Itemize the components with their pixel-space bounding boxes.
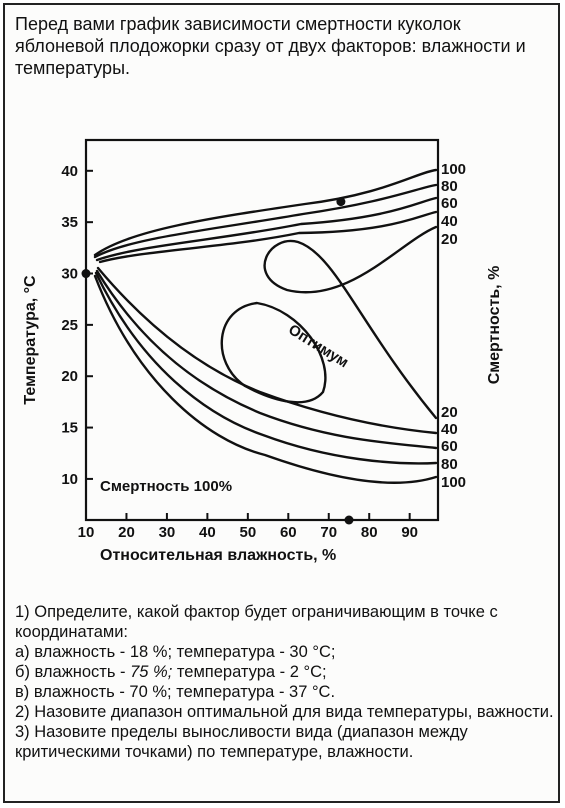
questions	[15, 602, 555, 762]
data-point	[82, 269, 91, 278]
level-label: 80	[441, 178, 458, 195]
x-tick-label: 90	[401, 524, 419, 541]
contour-80	[95, 185, 436, 257]
level-labels-upper	[441, 161, 466, 248]
data-point	[336, 197, 345, 206]
y-tick-label: 30	[61, 265, 78, 283]
question-1b-value: 75 %;	[130, 663, 173, 681]
question-1b	[15, 662, 555, 682]
level-label: 40	[441, 213, 458, 230]
mortality-label: Смертность 100%	[100, 478, 233, 495]
question-1c: в) влажность - 70 %; температура - 37 °С.	[15, 683, 336, 701]
x-tick-label: 20	[118, 524, 135, 541]
question-1b-prefix: б) влажность -	[15, 663, 131, 681]
level-label: 40	[441, 421, 458, 438]
y-axis-title: Температура, °С	[22, 275, 39, 405]
data-point	[344, 516, 353, 525]
y-tick-label: 15	[61, 419, 78, 437]
x-tick-label: 70	[320, 524, 338, 541]
question-2: 2) Назовите диапазон оптимальной для вида температуры, важности.	[15, 703, 554, 721]
y-tick-label: 35	[61, 214, 78, 232]
level-label: 80	[441, 456, 458, 473]
contour-chart	[5, 130, 562, 590]
y-tick-label: 10	[61, 470, 78, 488]
question-3: 3) Назовите пределы выносливости вида (диапазон между критическими точками) по температуре, влажности.	[15, 723, 468, 761]
x-tick-label: 40	[199, 524, 216, 541]
x-tick-label: 60	[279, 524, 297, 541]
level-label: 100	[441, 474, 467, 491]
level-label: 20	[441, 404, 458, 421]
worksheet-frame	[3, 3, 560, 803]
level-label: 60	[441, 438, 458, 455]
level-label: 100	[441, 161, 467, 178]
question-1b-rest: температура - 2 °С;	[172, 663, 327, 681]
x-axis	[78, 513, 418, 541]
optimum-label: Оптимум	[285, 321, 352, 372]
question-1: 1) Определите, какой фактор будет ограничивающим в точке с координатами:	[15, 603, 498, 641]
contour-100-lower	[95, 276, 436, 483]
y-tick-label: 40	[61, 162, 78, 180]
y2-axis-title: Смертность, %	[486, 265, 503, 385]
x-tick-label: 30	[158, 524, 176, 541]
x-tick-label: 50	[239, 524, 257, 541]
contour-60	[97, 198, 436, 260]
contour-20-optimum	[222, 303, 326, 402]
level-label: 20	[441, 231, 458, 248]
y-axis	[61, 163, 93, 488]
x-tick-label: 10	[77, 524, 95, 541]
intro-text: Перед вами график зависимости смертности куколок яблоневой плодожорки сразу от двух факторов: влажности и температуры.	[15, 14, 526, 78]
x-axis-title: Относительная влажность, %	[100, 547, 337, 564]
level-labels-lower	[441, 404, 466, 491]
y-tick-label: 25	[61, 316, 78, 334]
level-label: 60	[441, 195, 458, 212]
x-tick-label: 80	[360, 524, 378, 541]
contour-20-outer	[265, 227, 436, 418]
contour-60-lower	[97, 271, 436, 448]
y-tick-label: 20	[61, 368, 78, 386]
question-1a: а) влажность - 18 %; температура - 30 °С;	[15, 643, 336, 661]
